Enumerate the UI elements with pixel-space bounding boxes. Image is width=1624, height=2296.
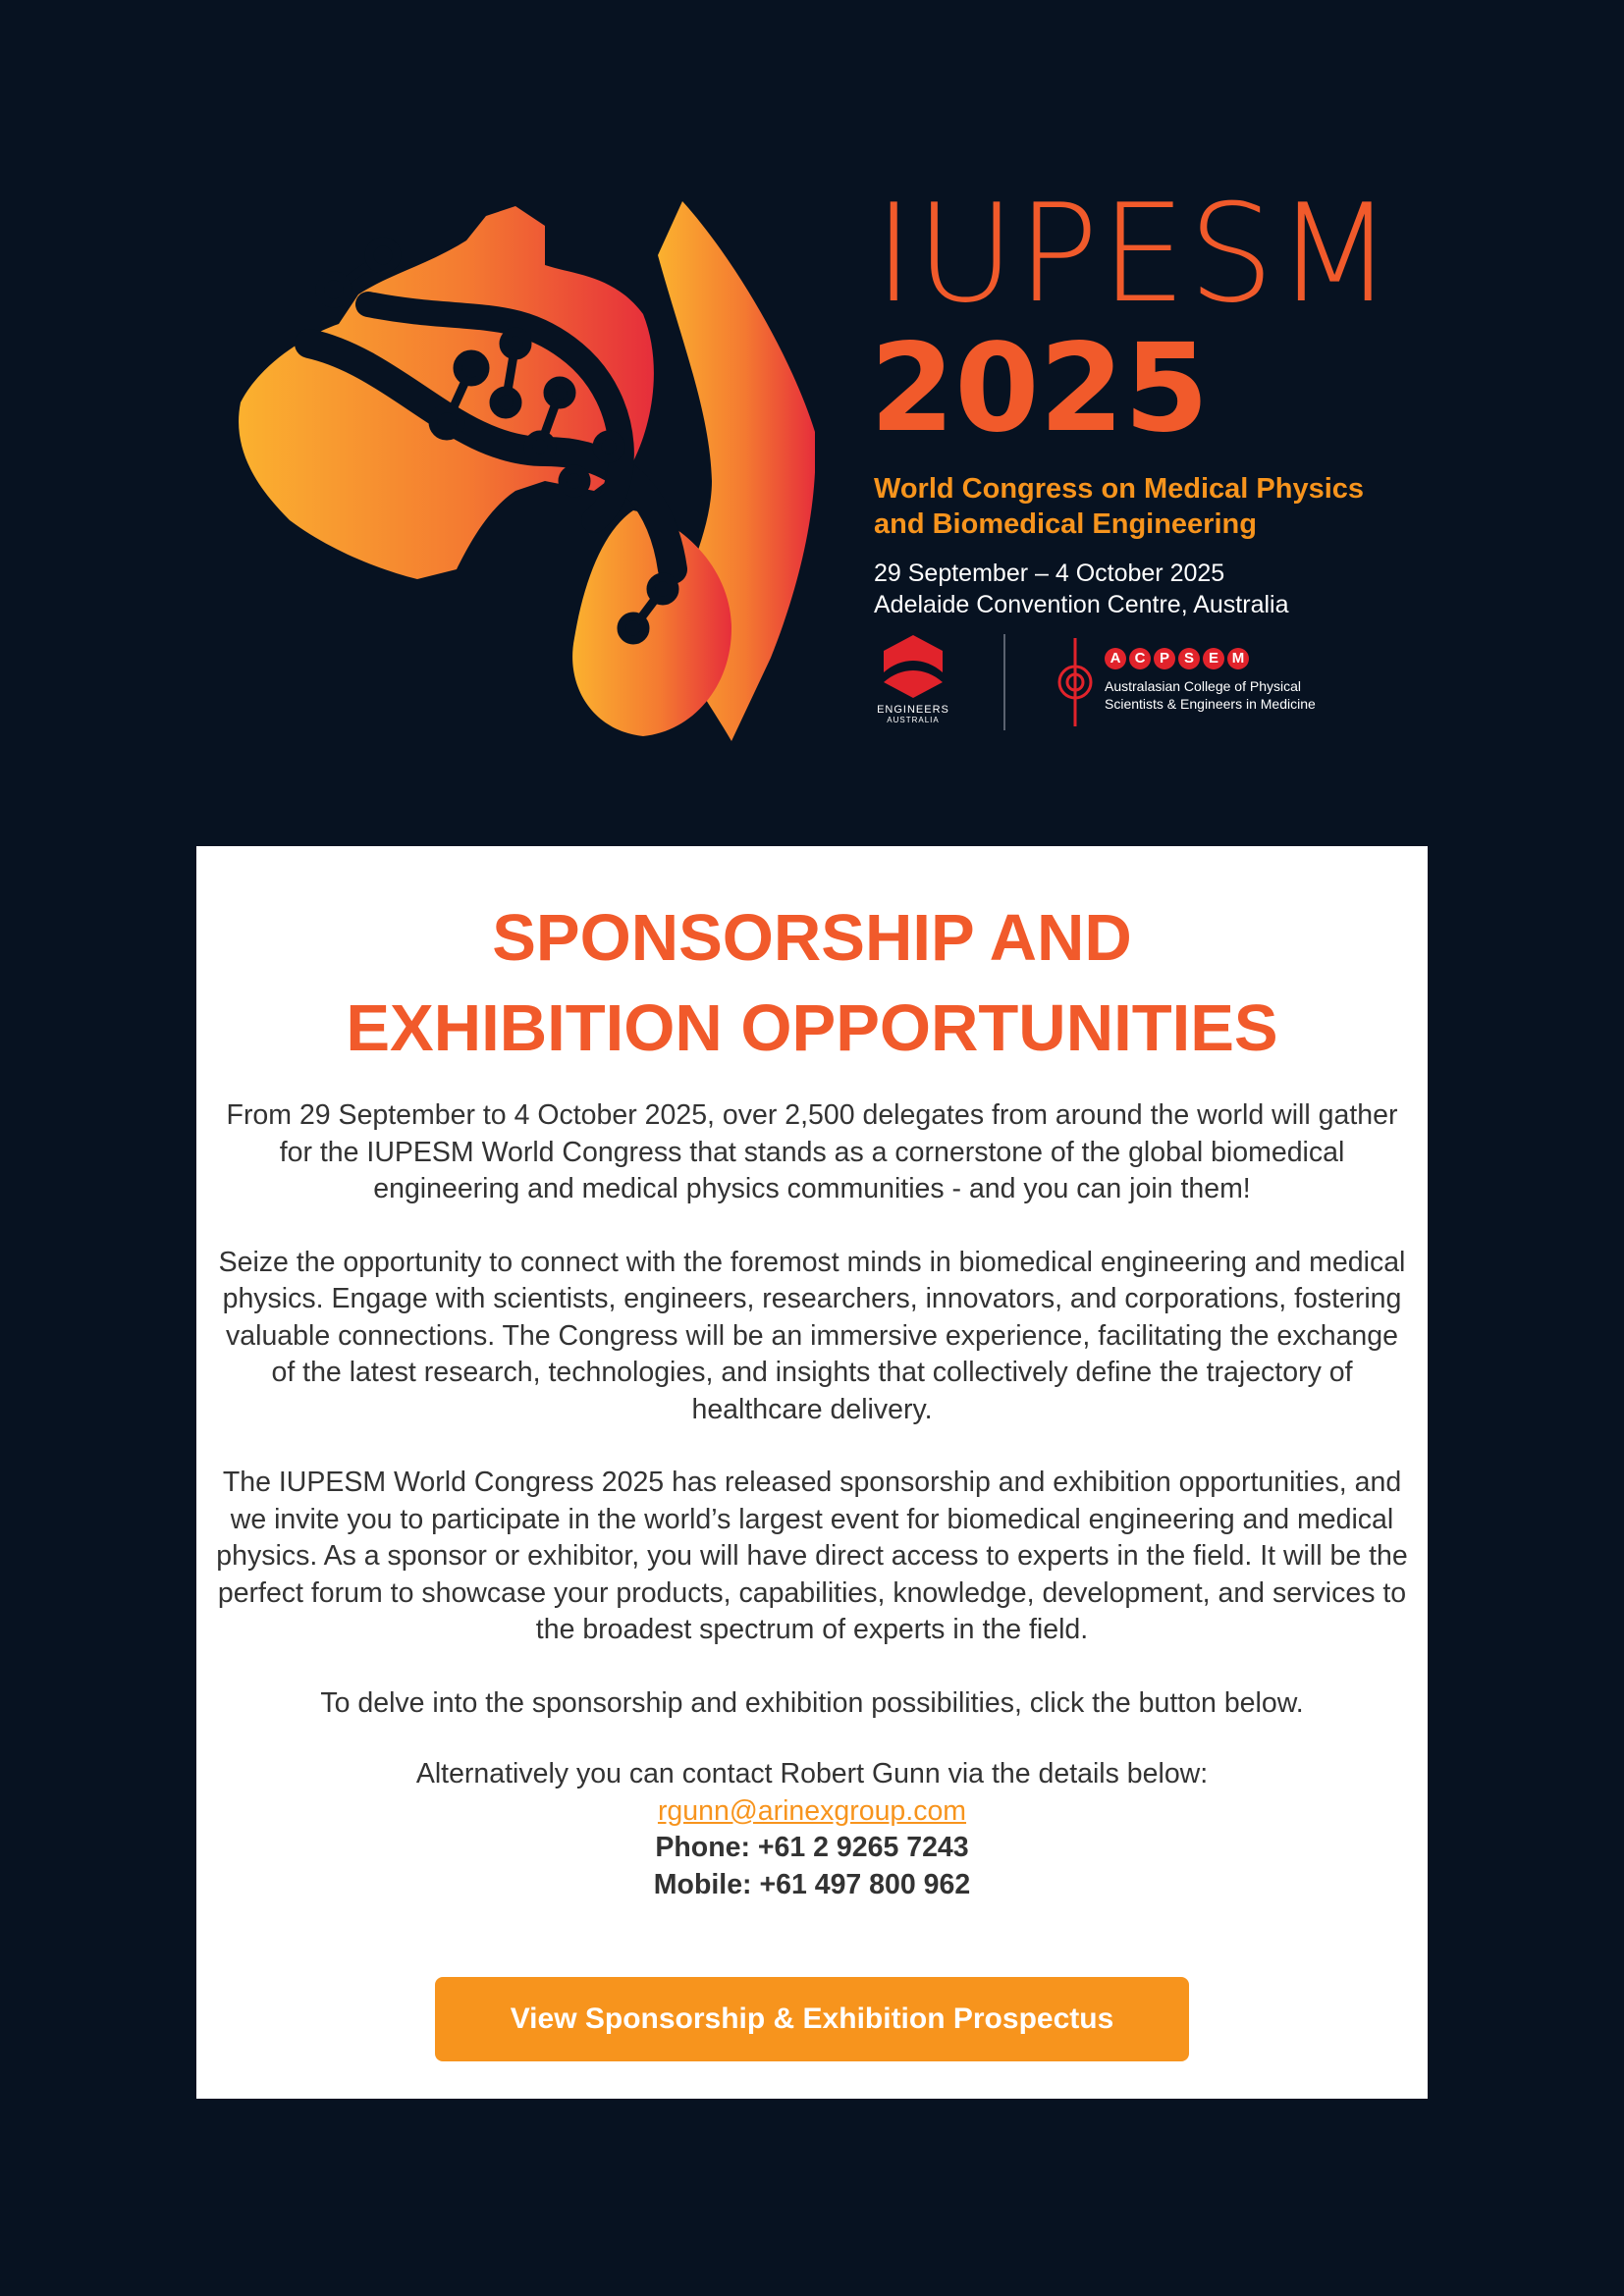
acpsem-letter: P [1154,648,1175,669]
engineers-australia-line2: AUSTRALIA [887,716,940,724]
acpsem-letter: E [1203,648,1224,669]
subtitle-line-1: World Congress on Medical Physics [874,473,1365,505]
partner-logos [874,628,1424,736]
contact-block [212,1756,1412,1903]
card-heading-line1: SPONSORSHIP AND [492,901,1132,975]
acpsem-letter: A [1105,648,1126,669]
card-heading [196,893,1428,1074]
subtitle-line-2: and Biomedical Engineering [874,508,1257,540]
engineers-australia-line1: ENGINEERS [877,704,949,716]
acpsem-name-line2: Scientists & Engineers in Medicine [1105,696,1316,712]
acpsem-mark-icon [1056,638,1095,726]
acpsem-acronym [1105,648,1249,669]
acpsem-letter: S [1178,648,1200,669]
event-venue: Adelaide Convention Centre, Australia [874,591,1289,618]
opportunity-paragraph: Seize the opportunity to connect with the foremost minds in biomedical engineering and medical physics. Engage with scientists, engineers, researchers, innovators, and corporations, fostering valuable connections. The Congress will be an immersive experience, facilitating the exchange of the latest research, technologies, and insights that collectively define the trajectory of healthcare delivery. [218,1246,1406,1425]
event-details [874,558,1424,620]
card-body [196,1097,1428,1903]
event-subtitle [874,471,1424,542]
card-heading-line2: EXHIBITION OPPORTUNITIES [346,991,1278,1065]
acpsem-letter: C [1129,648,1151,669]
engineers-australia-label [874,704,952,724]
sponsorship-card [196,846,1428,2099]
invitation-paragraph: The IUPESM World Congress 2025 has released sponsorship and exhibition opportunities, and we invite you to participate in the world’s largest event for biomedical engineering and medical physics. As a sponsor or exhibitor, you will have direct access to experts in the field. It will be the perfect forum to showcase your products, capabilities, knowledge, development, and services to the broadest spectrum of experts in the field. [216,1467,1408,1645]
engineers-australia-logo-icon [882,633,945,700]
cta-prompt-paragraph: To delve into the sponsorship and exhibition possibilities, click the button below. [320,1686,1304,1719]
event-dates: 29 September – 4 October 2025 [874,560,1225,587]
contact-intro: Alternatively you can contact Robert Gunn via the details below: [415,1758,1209,1789]
contact-mobile: Mobile: +61 497 800 962 [653,1868,971,1900]
contact-phone: Phone: +61 2 9265 7243 [655,1832,969,1863]
view-prospectus-button[interactable]: View Sponsorship & Exhibition Prospectus [435,1977,1189,2061]
acpsem-name-line1: Australasian College of Physical [1105,678,1301,694]
australia-dna-logo-icon [221,196,815,741]
brand-name: IUPESM [874,175,1395,333]
acpsem-name [1105,677,1316,713]
acpsem-letter: M [1227,648,1249,669]
event-title-block [870,175,1424,620]
engineers-australia-logo [874,633,952,724]
partner-divider [1003,634,1005,730]
acpsem-logo [1056,638,1419,726]
intro-paragraph: From 29 September to 4 October 2025, over 2,500 delegates from around the world will gather for the IUPESM World Congress that stands as a cornerstone of the global biomedical engineering and medical physics communities - and you can join them! [226,1099,1398,1204]
contact-email-link[interactable]: rgunn@arinexgroup.com [657,1794,967,1827]
brand-year: 2025 [870,318,1210,459]
